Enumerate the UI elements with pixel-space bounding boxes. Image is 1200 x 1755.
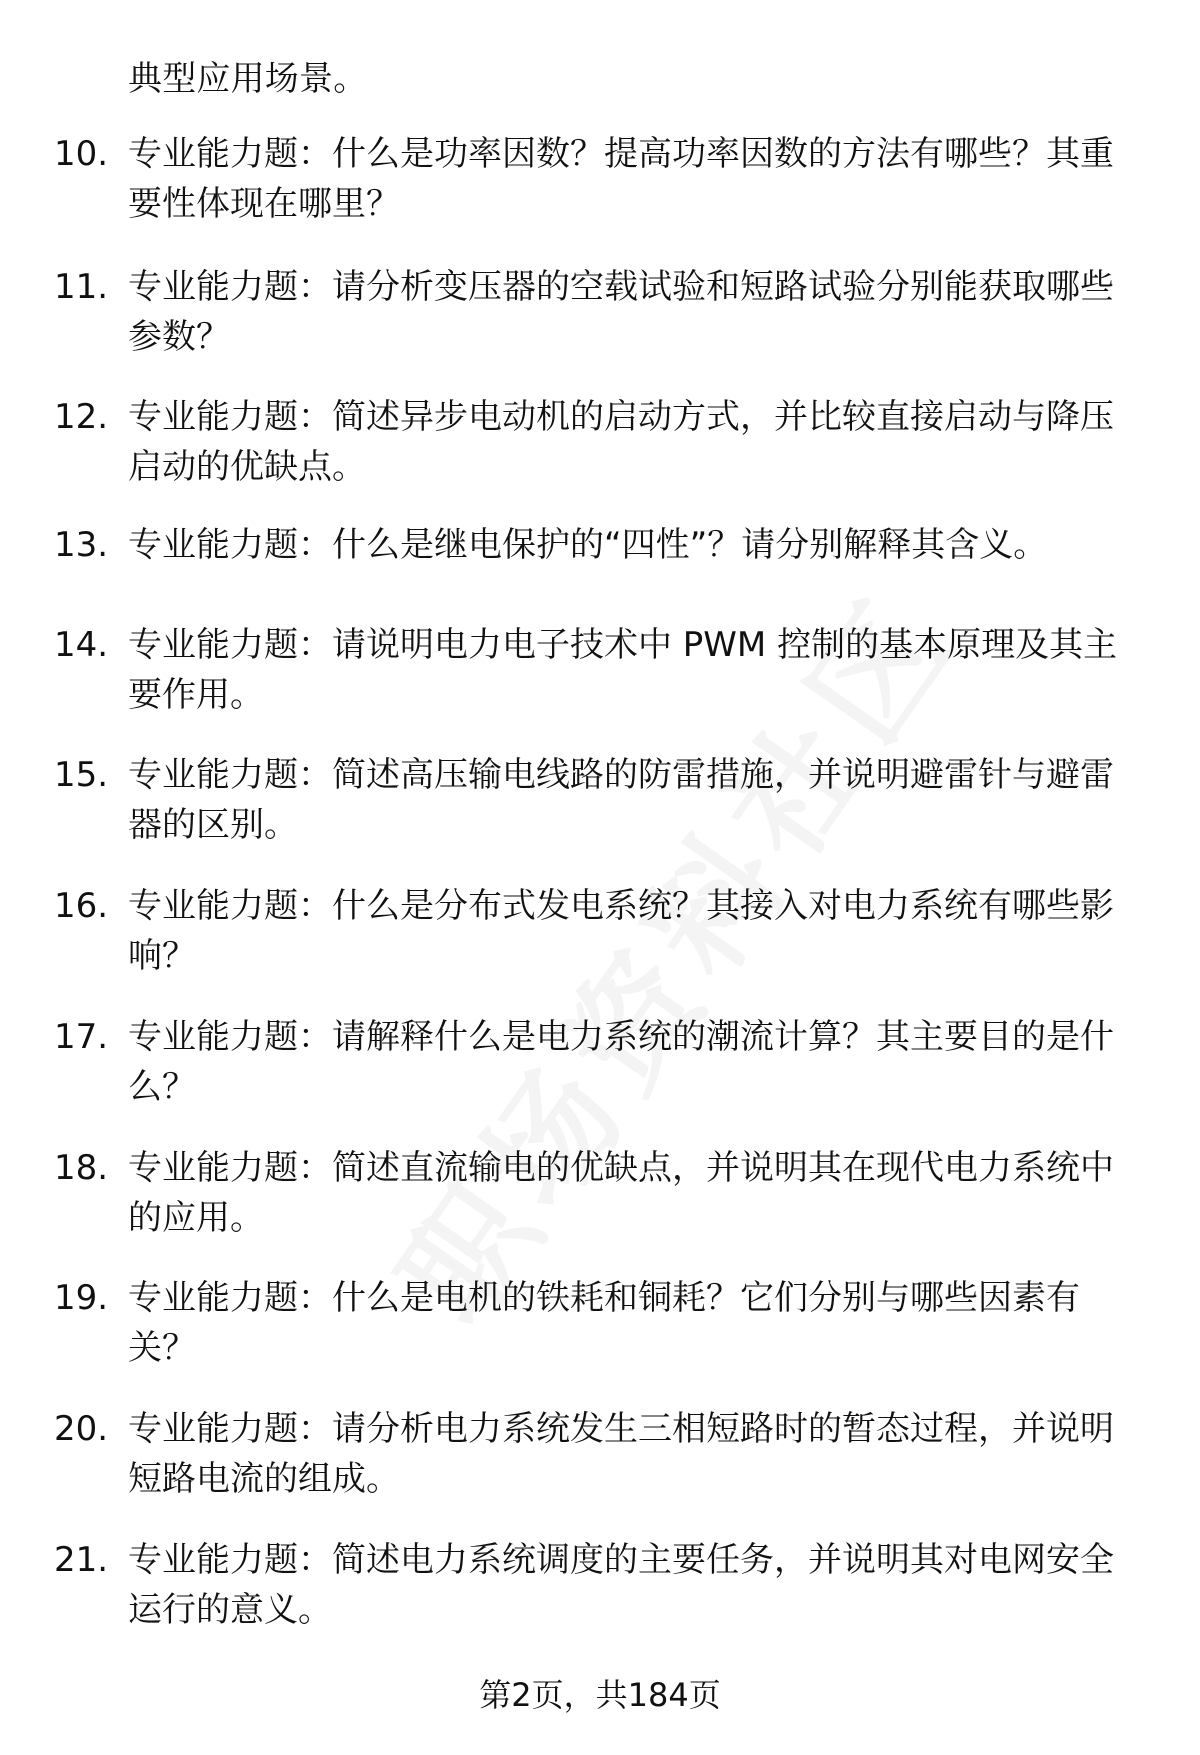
question-number: 17. bbox=[54, 1017, 109, 1057]
question-text: 专业能力题：什么是继电保护的“四性”？请分别解释其含义。 bbox=[128, 525, 1048, 565]
question-number: 16. bbox=[54, 886, 109, 926]
continued-text: 典型应用场景。 bbox=[128, 59, 368, 99]
question-number: 21. bbox=[54, 1540, 109, 1580]
question-number: 11. bbox=[54, 267, 109, 307]
question-number: 18. bbox=[54, 1148, 109, 1188]
question-text: 专业能力题：请解释什么是电力系统的潮流计算？其主要目的是什么？ bbox=[128, 1017, 1114, 1107]
page-footer bbox=[0, 1673, 1200, 1717]
question-number: 10. bbox=[54, 134, 109, 174]
question-number: 19. bbox=[54, 1278, 109, 1318]
question-text: 专业能力题：请分析变压器的空载试验和短路试验分别能获取哪些参数？ bbox=[128, 267, 1114, 357]
question-text: 专业能力题：什么是电机的铁耗和铜耗？它们分别与哪些因素有关？ bbox=[128, 1278, 1080, 1368]
question-number: 20. bbox=[54, 1409, 109, 1449]
question-text: 专业能力题：请分析电力系统发生三相短路时的暂态过程，并说明短路电流的组成。 bbox=[128, 1409, 1114, 1499]
question-number: 14. bbox=[54, 625, 109, 665]
question-text: 专业能力题：简述高压输电线路的防雷措施，并说明避雷针与避雷器的区别。 bbox=[128, 755, 1114, 845]
question-text: 专业能力题：简述异步电动机的启动方式，并比较直接启动与降压启动的优缺点。 bbox=[128, 397, 1114, 487]
question-number: 15. bbox=[54, 755, 109, 795]
question-number: 12. bbox=[54, 397, 109, 437]
question-text: 专业能力题：简述电力系统调度的主要任务，并说明其对电网安全运行的意义。 bbox=[128, 1540, 1114, 1630]
question-text: 专业能力题：简述直流输电的优缺点，并说明其在现代电力系统中的应用。 bbox=[128, 1148, 1114, 1238]
question-text: 专业能力题：什么是分布式发电系统？其接入对电力系统有哪些影响？ bbox=[128, 886, 1114, 976]
question-number: 13. bbox=[54, 525, 109, 565]
question-text: 专业能力题：什么是功率因数？提高功率因数的方法有哪些？其重要性体现在哪里？ bbox=[128, 134, 1114, 224]
page-number: 第2页，共184页 bbox=[479, 1676, 721, 1714]
question-text: 专业能力题：请说明电力电子技术中 PWM 控制的基本原理及其主要作用。 bbox=[128, 625, 1118, 715]
